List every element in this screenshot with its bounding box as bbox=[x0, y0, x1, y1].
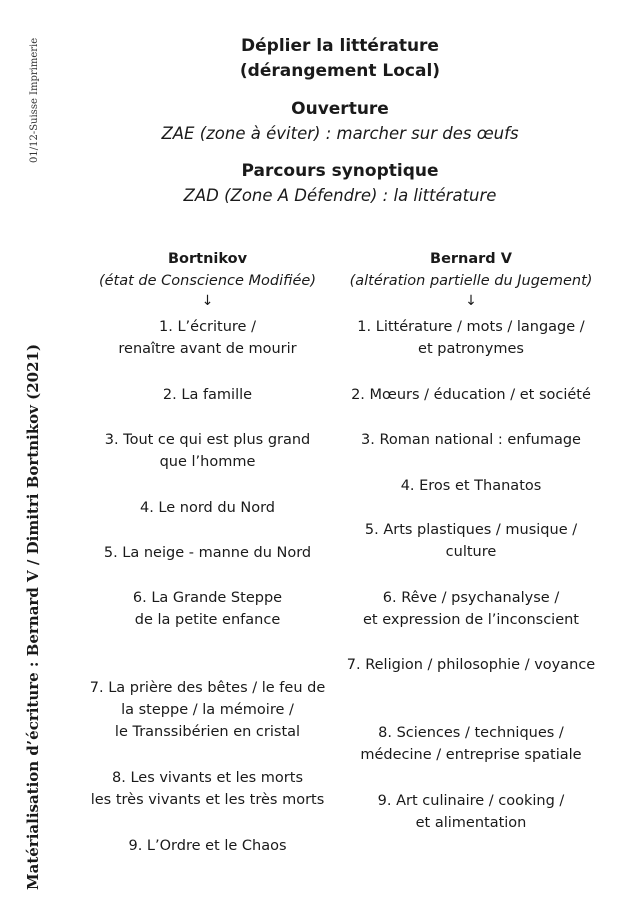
work-credit: Matérialisation d’écriture : Bernard V / Dimitri Bortnikov (2021) bbox=[24, 343, 42, 890]
ouverture-section bbox=[150, 97, 530, 146]
list-item: 6. La Grande Steppe de la petite enfance bbox=[132, 590, 283, 628]
list-item: 9. L’Ordre et le Chaos bbox=[128, 838, 287, 854]
list-item: 1. L’écriture / renaître avant de mourir bbox=[118, 319, 297, 357]
list-item: 5. La neige - manne du Nord bbox=[103, 545, 312, 561]
list-item: 7. La prière des bêtes / le feu de la steppe / la mémoire / le Transsibérien en cristal bbox=[89, 680, 326, 740]
column-subtitle: (altération partielle du Jugement) bbox=[349, 273, 593, 289]
list-item: 4. Eros et Thanatos bbox=[400, 478, 542, 494]
list-item: 8. Sciences / techniques / médecine / entreprise spatiale bbox=[360, 725, 582, 763]
page-title bbox=[150, 34, 530, 84]
list-item: 7. Religion / philosophie / voyance bbox=[346, 657, 596, 673]
list-item: 2. Mœurs / éducation / et société bbox=[351, 387, 591, 403]
list-item: 6. Rêve / psychanalyse / et expression de l’inconscient bbox=[362, 590, 579, 628]
list-item: 8. Les vivants et les morts les très vivants et les très morts bbox=[90, 770, 325, 808]
list-item: 2. La famille bbox=[162, 387, 253, 403]
list-item: 9. Art culinaire / cooking / et alimentation bbox=[377, 793, 565, 831]
column-bortnikov bbox=[85, 248, 330, 854]
title-line-2: (dérangement Local) bbox=[239, 61, 441, 81]
list-item: 3. Roman national : enfumage bbox=[361, 432, 581, 448]
list-item: 3. Tout ce qui est plus grand que l’homme bbox=[104, 432, 311, 470]
down-arrow-icon: ↓ bbox=[465, 293, 477, 309]
parcours-section bbox=[150, 159, 530, 208]
parcours-title: Parcours synoptique bbox=[241, 161, 439, 181]
column-name: Bernard V bbox=[430, 251, 512, 267]
column-subtitle: (état de Conscience Modifiée) bbox=[98, 273, 316, 289]
parcours-text: ZAD (Zone A Défendre) : la littérature bbox=[183, 186, 497, 205]
down-arrow-icon: ↓ bbox=[201, 293, 214, 309]
list-item: 5. Arts plastiques / musique / culture bbox=[364, 522, 578, 560]
title-line-1: Déplier la littérature bbox=[241, 36, 439, 56]
list-item: 4. Le nord du Nord bbox=[139, 500, 275, 516]
column-name: Bortnikov bbox=[167, 251, 248, 267]
ouverture-title: Ouverture bbox=[291, 99, 389, 119]
ouverture-text: ZAE (zone à éviter) : marcher sur des œufs bbox=[161, 124, 519, 143]
printer-credit: 01/12-Suisse Imprimerie bbox=[29, 38, 40, 164]
column-bernard-v bbox=[340, 248, 602, 831]
list-item: 1. Littérature / mots / langage / et patronymes bbox=[357, 319, 585, 357]
